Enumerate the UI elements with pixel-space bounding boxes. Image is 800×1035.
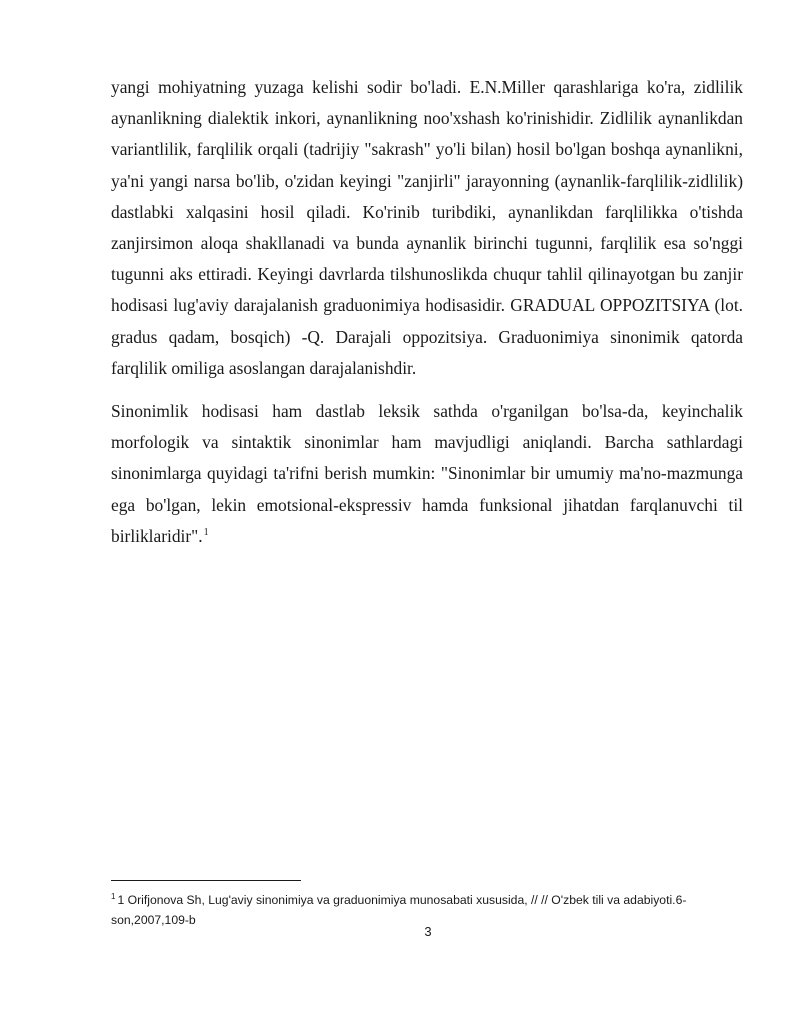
footnote-separator — [111, 880, 301, 881]
paragraph-2-text: Sinonimlik hodisasi ham dastlab leksik sathda o'rganilgan bo'lsa-da, keyinchalik morfologik va sintaktik sinonimlar ham mavjudligi aniqlandi. Barcha sathlardagi sinonimlarga quyidagi ta'rifni berish mumkin: "Sinonimlar bir umumiy ma'no-mazmunga ega bo'lgan, lekin emotsional-ekspressiv hamda funksional jihatdan farqlanuvchi til birliklaridir". — [111, 401, 743, 546]
body-text — [111, 72, 743, 552]
paragraph-2 — [111, 396, 743, 552]
paragraph-1-text: yangi mohiyatning yuzaga kelishi sodir bo'ladi. E.N.Miller qarashlariga ko'ra, zidlilik aynanlikning dialektik inkori, aynanlikning noo'xshash ko'rinishidir. Zidlilik aynanlikdan variantlilik, farqlilik orqali (tadrijiy "sakrash" yo'li bilan) hosil bo'lgan boshqa aynanlikni, ya'ni yangi narsa bo'lib, o'zidan keyingi "zanjirli" jarayonning (aynanlik-farqlilik-zidlilik) dastlabki xalqasini hosil qiladi. Ko'rinib turibdiki, aynanlikdan farqlilikka o'tishda zanjirsimon aloqa shakllanadi va bunda aynanlik birinchi tugunni, farqlilik esa so'nggi tugunni aks ettiradi. Keyingi davrlarda tilshunoslikda chuqur tahlil qilinayotgan bu zanjir hodisasi lug'aviy darajalanish graduonimiya hodisasidir. GRADUAL OPPOZITSIYA (lot. gradus qadam, bosqich) -Q. Darajali oppozitsiya. Graduonimiya sinonimik qatorda farqlilik omiliga asoslangan darajalanishdir. — [111, 77, 743, 378]
paragraph-1 — [111, 72, 743, 384]
page-number: 3 — [424, 924, 432, 939]
footnote-reference[interactable]: 1 — [203, 527, 209, 539]
footnote-mark: 1 — [111, 891, 116, 901]
footnote-text: 1 Orifjonova Sh, Lug'aviy sinonimiya va graduonimiya munosabati xususida, // // O'zbek tili va adabiyoti.6-son,2007,109-b — [111, 893, 687, 927]
